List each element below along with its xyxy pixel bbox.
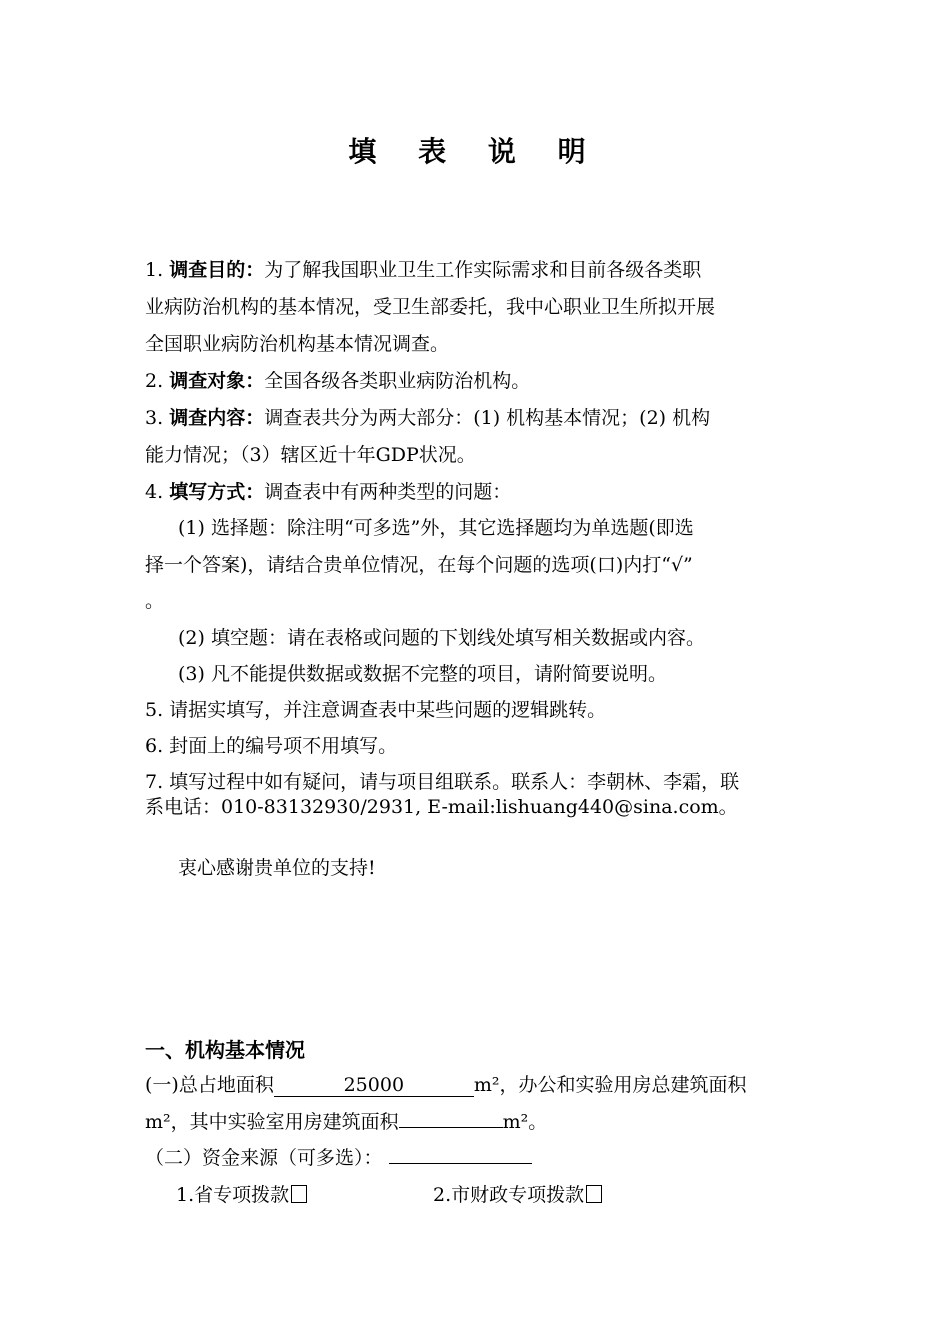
item-1-line-2: 业病防治机构的基本情况，受卫生部委托，我中心职业卫生所拟开展 xyxy=(145,296,716,318)
item-4-sub-1-line-1: (1) 选择题：除注明“可多选”外，其它选择题均为单选题(即选 xyxy=(178,517,694,539)
q1b-text: ，其中实验室用房建筑面积 xyxy=(170,1111,399,1133)
lab-area-field[interactable] xyxy=(399,1127,503,1128)
item-4 xyxy=(145,477,511,504)
funding-option-2[interactable] xyxy=(433,1180,602,1207)
item-1-line-1 xyxy=(145,255,701,282)
q1-prefix: (一)总占地面积 xyxy=(145,1074,274,1096)
option-2-label: 2.市财政专项拨款 xyxy=(433,1184,585,1206)
q1-unit: m² xyxy=(473,1074,500,1096)
item-2-number: 2. xyxy=(145,370,164,392)
option-2-checkbox[interactable] xyxy=(586,1185,602,1203)
item-1-text: 为了解我国职业卫生工作实际需求和目前各级各类职 xyxy=(264,259,702,281)
item-4-sub-2: (2) 填空题：请在表格或问题的下划线处填写相关数据或内容。 xyxy=(178,627,705,649)
item-5: 5. 请据实填写，并注意调查表中某些问题的逻辑跳转。 xyxy=(145,699,607,721)
item-3-line-1 xyxy=(145,403,710,430)
q2-label: （二）资金来源（可多选）： xyxy=(145,1147,383,1169)
item-2 xyxy=(145,366,530,393)
item-3-line-2: 能力情况；（3）辖区近十年GDP状况。 xyxy=(145,444,476,466)
item-1-number: 1. xyxy=(145,259,164,281)
q1b-unit: m² xyxy=(145,1111,171,1133)
item-1-line-3: 全国职业病防治机构基本情况调查。 xyxy=(145,333,450,355)
question-1-line-1 xyxy=(145,1070,746,1097)
item-3-text: 调查表共分为两大部分：(1) 机构基本情况；(2) 机构 xyxy=(264,407,711,429)
item-1-label: 调查目的： xyxy=(169,259,265,281)
item-3-label: 调查内容： xyxy=(169,407,265,429)
item-7-line-1: 7. 填写过程中如有疑问，请与项目组联系。联系人：李朝林、李霜，联 xyxy=(145,771,740,793)
item-4-text: 调查表中有两种类型的问题： xyxy=(264,481,512,503)
item-4-number: 4. xyxy=(145,481,164,503)
question-1-line-2 xyxy=(145,1107,547,1134)
funding-source-field[interactable] xyxy=(389,1163,532,1164)
item-4-sub-1-line-3: 。 xyxy=(145,590,165,612)
q1b-unit-2: m² xyxy=(502,1111,529,1133)
funding-option-1[interactable] xyxy=(176,1180,307,1207)
item-4-label: 填写方式： xyxy=(169,481,265,503)
item-4-sub-3: (3) 凡不能提供数据或数据不完整的项目，请附简要说明。 xyxy=(178,663,667,685)
section-heading: 一、机构基本情况 xyxy=(145,1038,305,1062)
item-2-text: 全国各级各类职业病防治机构。 xyxy=(264,370,531,392)
item-4-sub-1-line-2: 择一个答案)，请结合贵单位情况，在每个问题的选项(口)内打“√” xyxy=(145,554,693,576)
q1b-end: 。 xyxy=(528,1111,548,1133)
item-7-line-2: 系电话：010-83132930/2931, E-mail:lishuang440@sina.com。 xyxy=(145,796,738,818)
option-1-checkbox[interactable] xyxy=(291,1185,307,1203)
item-6: 6. 封面上的编号项不用填写。 xyxy=(145,735,398,757)
option-1-label: 1.省专项拨款 xyxy=(176,1184,290,1206)
thanks-note: 衷心感谢贵单位的支持! xyxy=(178,857,376,879)
item-3-number: 3. xyxy=(145,407,164,429)
total-area-field[interactable]: 25000 xyxy=(274,1074,474,1097)
item-2-label: 调查对象： xyxy=(169,370,265,392)
page-title: 填 表 说 明 xyxy=(348,135,602,168)
q1-mid: ，办公和实验用房总建筑面积 xyxy=(499,1074,747,1096)
question-2 xyxy=(145,1143,532,1170)
